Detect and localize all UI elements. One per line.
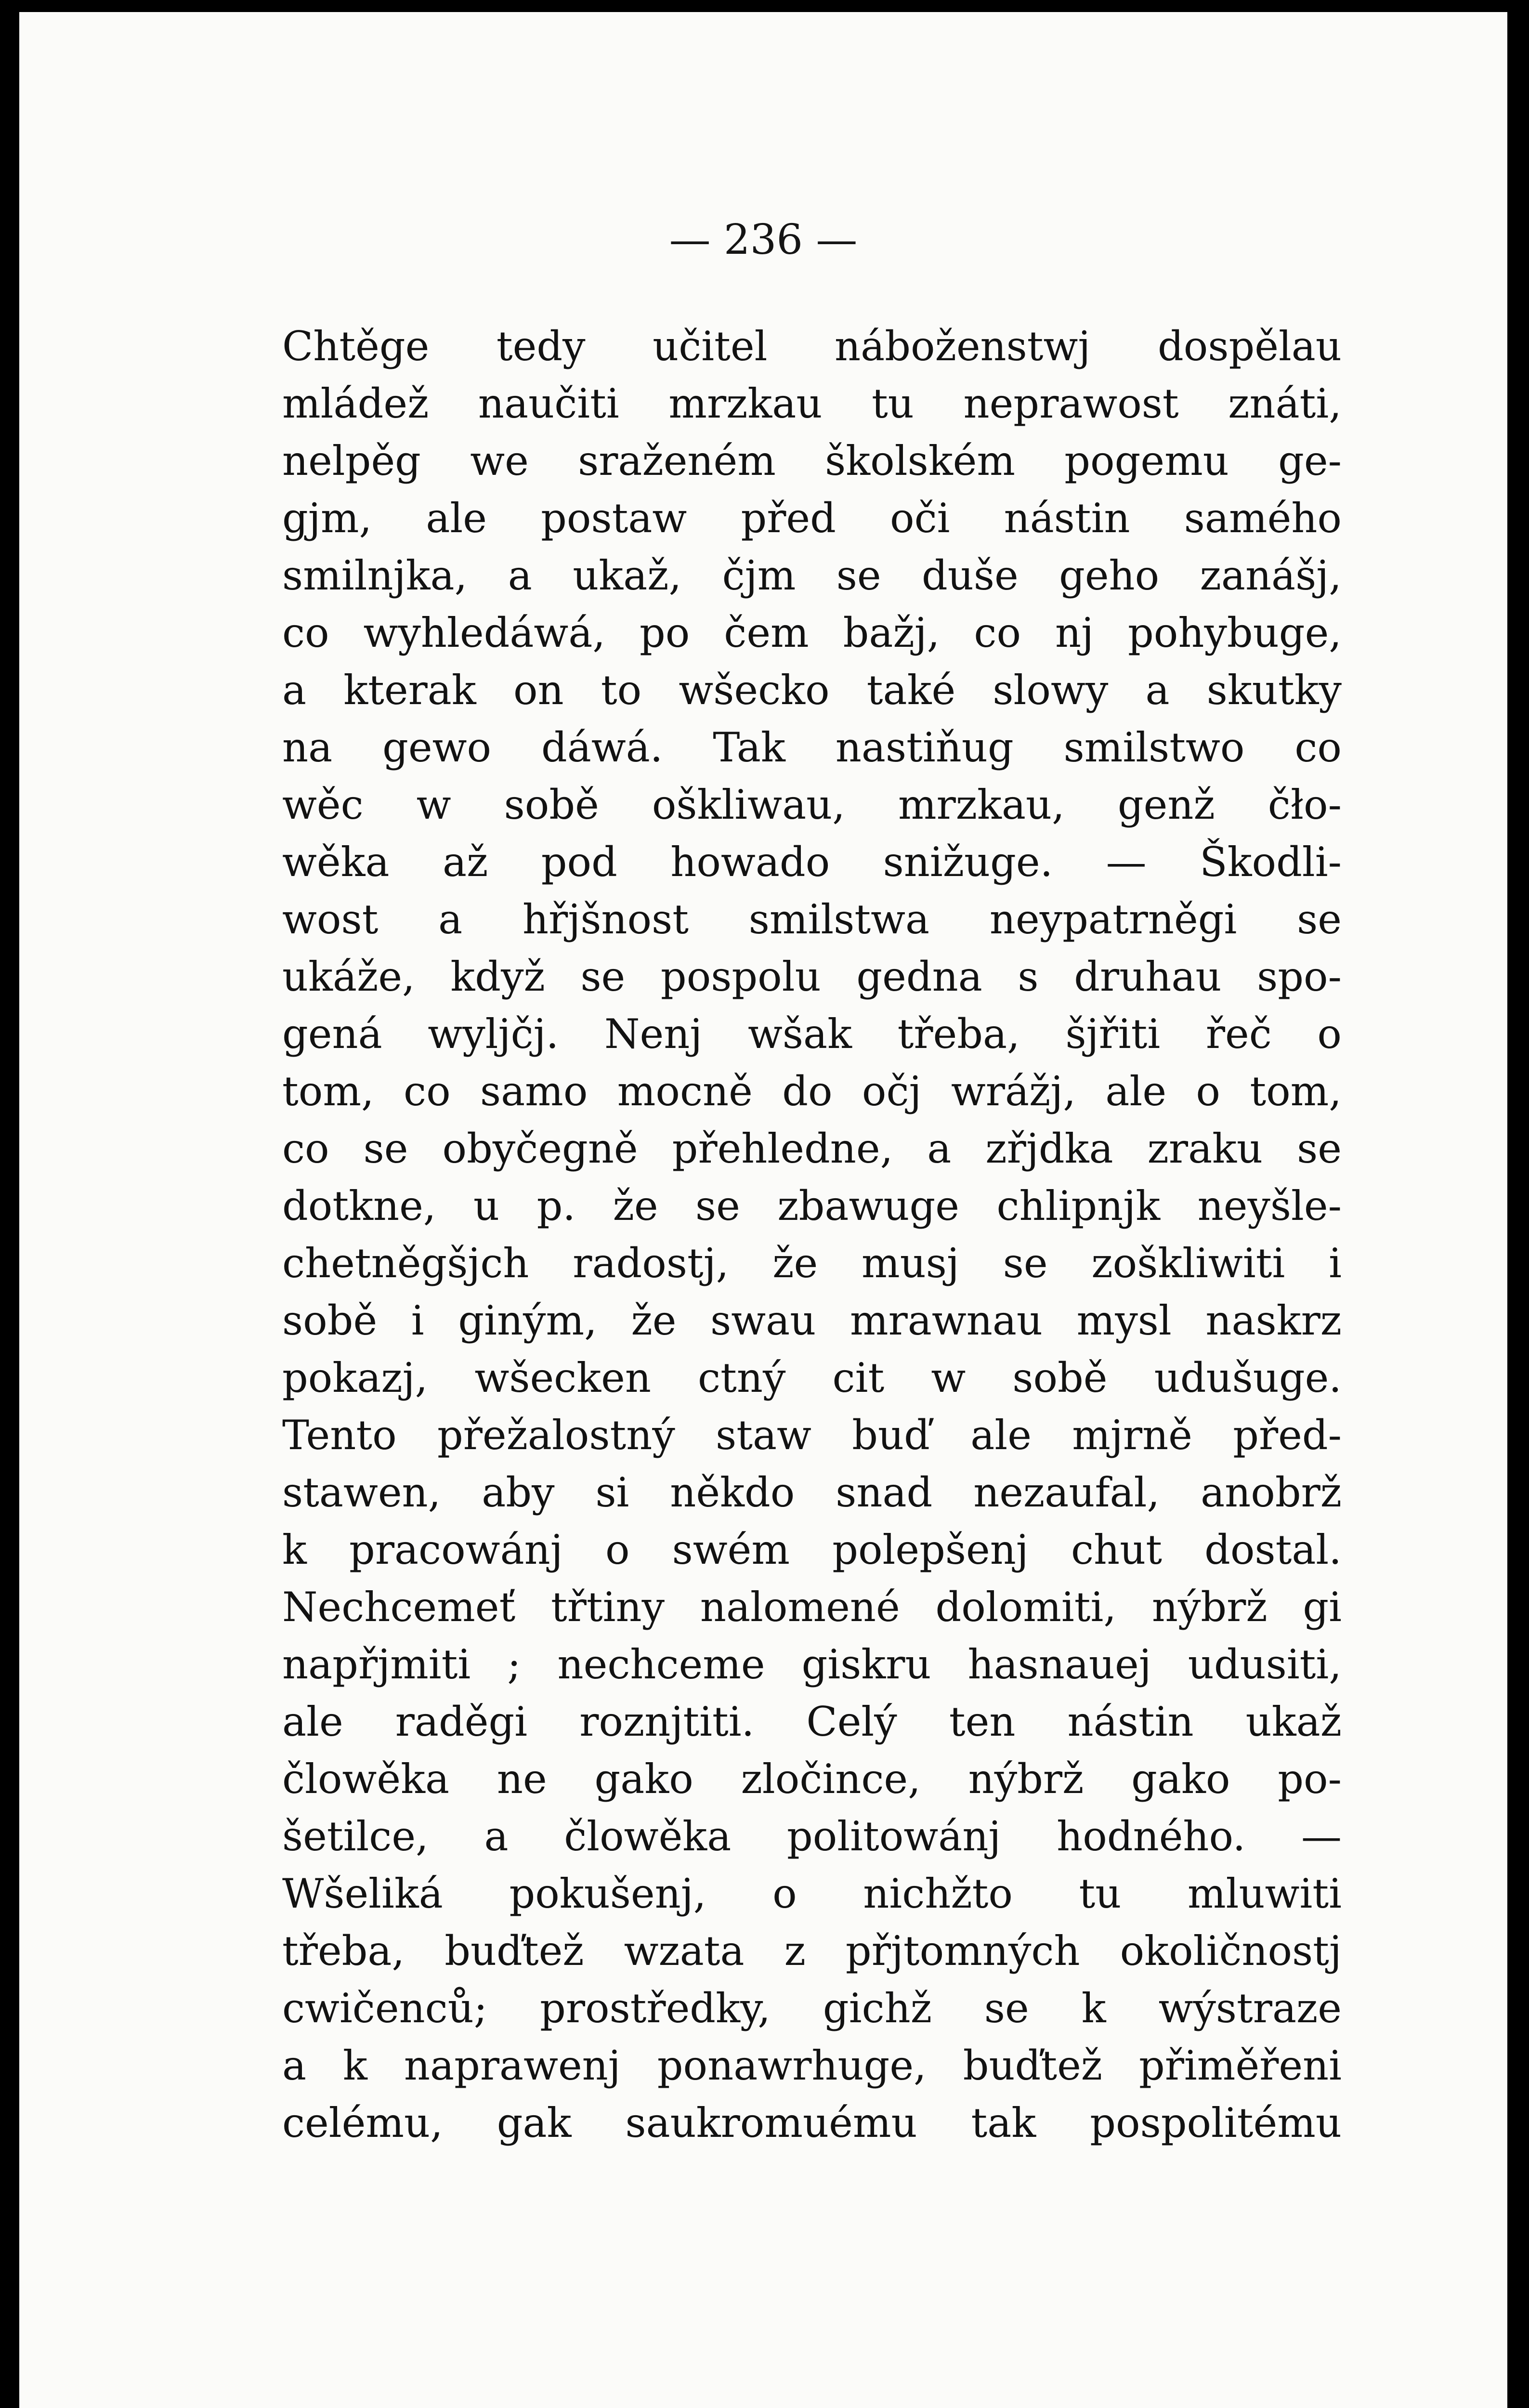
- text-line: Tento přežalostný staw buď ale mjrně před-: [282, 1412, 1342, 1459]
- text-line: gená wyljčj. Nenj wšak třeba, šjřiti řeč o: [282, 1010, 1342, 1058]
- text-line: a k naprawenj ponawrhuge, buďtež přiměřeni: [282, 2042, 1342, 2089]
- text-line: Wšeliká pokušenj, o nichžto tu mluwiti: [282, 1870, 1342, 1917]
- text-line: napřjmiti ; nechceme giskru hasnauej udusiti,: [282, 1641, 1342, 1688]
- book-page: [19, 12, 1507, 2408]
- text-line: chetněgšjch radostj, že musj se zoškliwiti i: [282, 1240, 1342, 1287]
- text-line: smilnjka, a ukaž, čjm se duše geho zanášj,: [282, 552, 1342, 599]
- text-line: k pracowánj o swém polepšenj chut dostal.: [282, 1526, 1342, 1573]
- text-line: co wyhledáwá, po čem bažj, co nj pohybuge,: [282, 609, 1342, 656]
- text-line: ukáže, když se pospolu gedna s druhau spo-: [282, 953, 1342, 1000]
- text-line: dotkne, u p. že se zbawuge chlipnjk neyšle-: [282, 1182, 1342, 1230]
- text-line: mládež naučiti mrzkau tu neprawost znáti,: [282, 380, 1342, 427]
- text-line: tom, co samo mocně do očj wrážj, ale o tom,: [282, 1068, 1342, 1115]
- text-line: celému, gak saukromuému tak pospolitému: [282, 2099, 1342, 2146]
- text-line: stawen, aby si někdo snad nezaufal, anobrž: [282, 1469, 1342, 1516]
- text-line: šetilce, a člowěka politowánj hodného. —: [282, 1813, 1342, 1860]
- text-line: Nechcemeť třtiny nalomené dolomiti, nýbrž gi: [282, 1584, 1342, 1631]
- text-line: wost a hřjšnost smilstwa neypatrněgi se: [282, 896, 1342, 943]
- body-text: [282, 318, 1342, 2152]
- text-line: pokazj, wšecken ctný cit w sobě udušuge.: [282, 1354, 1342, 1401]
- text-line: sobě i giným, že swau mrawnau mysl naskrz: [282, 1297, 1342, 1344]
- text-line: co se obyčegně přehledne, a zřjdka zraku se: [282, 1125, 1342, 1172]
- text-line: gjm, ale postaw před oči nástin samého: [282, 495, 1342, 542]
- text-line: ale raděgi roznjtiti. Celý ten nástin ukaž: [282, 1698, 1342, 1745]
- text-line: nelpěg we sraženém školském pogemu ge-: [282, 437, 1342, 484]
- text-line: wěka až pod howado snižuge. — Škodli-: [282, 838, 1342, 886]
- text-line: člowěka ne gako zločince, nýbrž gako po-: [282, 1755, 1342, 1803]
- text-line: třeba, buďtež wzata z přjtomných okoličnostj: [282, 1927, 1342, 1975]
- text-line: Chtěge tedy učitel náboženstwj dospělau: [282, 323, 1342, 370]
- page-number-header: — 236 —: [669, 216, 858, 264]
- text-line: a kterak on to wšecko také slowy a skutky: [282, 667, 1342, 714]
- text-line: na gewo dáwá. Tak nastiňug smilstwo co: [282, 724, 1342, 771]
- text-line: cwičenců; prostředky, gichž se k wýstraze: [282, 1985, 1342, 2032]
- text-line: wěc w sobě oškliwau, mrzkau, genž čło-: [282, 781, 1342, 828]
